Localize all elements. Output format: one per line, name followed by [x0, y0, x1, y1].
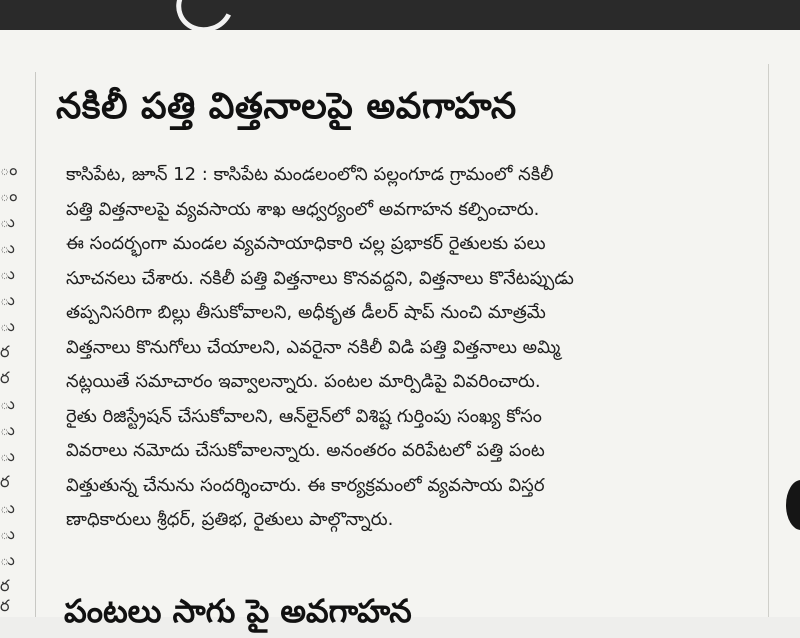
left-column-char: ర	[0, 596, 10, 615]
column-divider-left	[35, 72, 36, 617]
left-column-char: ు	[0, 212, 15, 231]
left-column-char: ు	[0, 446, 15, 465]
article-line: రైతు రిజిస్ట్రేషన్ చేసుకోవాలని, ఆన్‌లైన్‌లో విశిష్ట గుర్తింపు సంఖ్య కోసం	[66, 405, 542, 427]
left-column-char: ు	[0, 264, 15, 283]
left-column-char: ు	[0, 316, 15, 335]
masthead-bar	[0, 0, 800, 30]
article-body	[66, 158, 746, 538]
left-column-char: ర	[0, 472, 10, 491]
article-line: కాసిపేట, జూన్ 12 : కాసిపేట మండలంలోని పల్లంగూడ గ్రామంలో నకిలీ	[66, 164, 554, 185]
left-column-char: ు	[0, 498, 15, 517]
article-line: విత్తుతున్న చేనును సందర్శించారు. ఈ కార్యక్రమంలో వ్యవసాయ విస్తర	[66, 474, 545, 496]
left-column-char: ు	[0, 420, 15, 439]
left-column-fragment	[0, 160, 16, 617]
article-line: తప్పనిసరిగా బిల్లు తీసుకోవాలని, అధీకృత డీలర్ షాప్ నుంచి మాత్రమే	[66, 302, 546, 323]
article-line: ఈ సందర్భంగా మండల వ్యవసాయాధికారి చల్ల ప్రభాకర్ రైతులకు పలు	[66, 233, 546, 254]
article-line: నట్లయితే సమాచారం ఇవ్వాలన్నారు. పంటల మార్పిడిపై వివరించారు.	[66, 371, 541, 392]
article-line: పత్తి విత్తనాలపై వ్యవసాయ శాఖ ఆధ్వర్యంలో అవగాహన కల్పించారు.	[66, 198, 540, 220]
left-column-char: ర	[0, 342, 10, 361]
next-article-headline: పంటలు సాగు పై అవగాహన	[64, 592, 412, 630]
left-column-char: ు	[0, 290, 15, 309]
article-line: విత్తనాలు కొనుగోలు చేయాలని, ఎవరైనా నకిలీ విడి పత్తి విత్తనాలు అమ్మి	[66, 336, 561, 358]
left-column-char: ం	[0, 186, 18, 205]
left-column-char: ు	[0, 550, 15, 569]
left-column-char: ు	[0, 524, 15, 543]
left-column-char: ర	[0, 576, 10, 595]
left-column-char: ు	[0, 238, 15, 257]
left-column-char: ం	[0, 160, 18, 179]
left-column-char: ర	[0, 368, 10, 387]
left-column-char: ు	[0, 394, 15, 413]
article-headline: నకిలీ పత్తి విత్తనాలపై అవగాహన	[56, 86, 517, 127]
article-line: ణాధికారులు శ్రీధర్, ప్రతిభ, రైతులు పాల్గొన్నారు.	[66, 509, 394, 530]
column-divider-right	[768, 64, 769, 617]
article-line: సూచనలు చేశారు. నకిలీ పత్తి విత్తనాలు కొనవద్దని, విత్తనాలు కొనేటప్పుడు	[66, 267, 574, 289]
article-line: వివరాలు నమోదు చేసుకోవాలన్నారు. అనంతరం వరిపేటలో పత్తి పంట	[66, 440, 545, 461]
